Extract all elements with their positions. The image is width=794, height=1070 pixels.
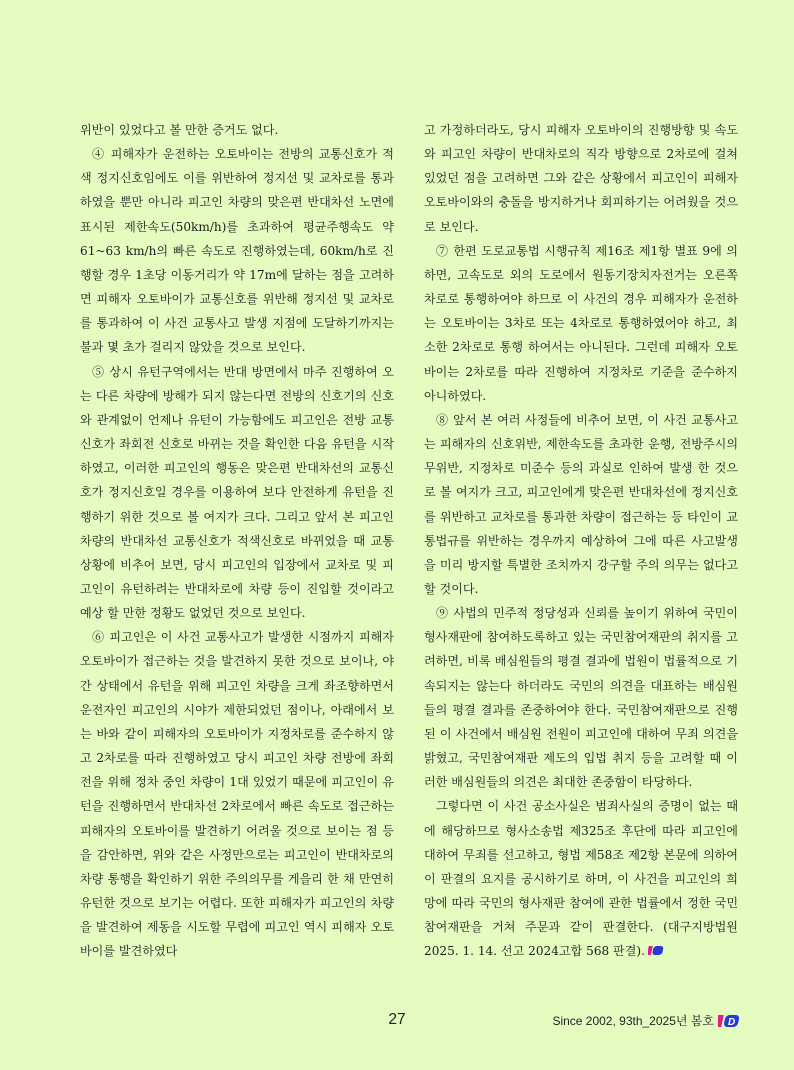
right-column: [424, 118, 738, 963]
right-paragraph: 고 가정하더라도, 당시 피해자 오토바이의 진행방향 및 속도와 피고인 차량이 반대차로의 직각 방향으로 2차로에 걸쳐있었던 점을 고려하면 그와 같은 상황에서 피고인이 피해자 오토바이와의 충돌을 방지하거나 회피하기는 어려웠을 것으로 보인다.: [424, 123, 738, 234]
left-paragraph: ④ 피해자가 운전하는 오토바이는 전방의 교통신호가 적색 정지신호임에도 이를 위반하여 정지선 및 교차로를 통과하였을 뿐만 아니라 피고인 차량의 맞은편 반대차선 노면에 표시된 제한속도(50km/h)를 초과하여 평균주행속도 약 61~63 km/h의 빠른 속도로 진행하였는데, 60km/h로 진행할 경우 1초당 이동거리가 약 17m에 달하는 점을 고려하면 피해자 오토바이가 교통신호를 위반해 정지선 및 교차로를 통과하여 이 사건 교통사고 발생 지점에 도달하기까지는 불과 몇 초가 걸리지 않았을 것으로 보인다.: [80, 147, 394, 355]
brand-logo-icon: [718, 1014, 740, 1028]
right-paragraph: ⑧ 앞서 본 여러 사정들에 비추어 보면, 이 사건 교통사고는 피해자의 신호위반, 제한속도를 초과한 운행, 전방주시의무위반, 지정차로 미준수 등의 과실로 인하여 발생 한 것으로 볼 여지가 크고, 피고인에게 맞은편 반대차선에 정지신호를 위반하고 교차로를 통과한 차량이 접근하는 등 타인이 교통법규를 위반하는 경우까지 예상하여 그에 따른 사고발생을 미리 방지할 특별한 조치까지 강구할 주의 의무는 없다고 할 것이다.: [424, 412, 738, 596]
page-number: 27: [388, 1011, 406, 1028]
left-paragraph: ⑥ 피고인은 이 사건 교통사고가 발생한 시점까지 피해자 오토바이가 접근하는 것을 발견하지 못한 것으로 보이나, 야간 상태에서 유턴을 위해 피고인 차량을 크게 좌조향하면서 운전자인 피고인의 시야가 제한되었던 점이나, 아래에서 보는 바와 같이 피해자의 오토바이가 지정차로를 준수하지 않고 2차로를 따라 진행하였고 당시 피고인 차량 전방에 좌회전을 위해 정차 중인 차량이 1대 있었기 때문에 피고인이 유턴을 진행하면서 반대차선 2차로에서 빠른 속도로 접근하는 피해자의 오토바이를 발견하기 어려울 것으로 보이는 점 등을 감안하면, 위와 같은 사정만으로는 피고인이 반대차로의 차량 통행을 확인하기 위한 주의의무를 게을리 한 채 만연히 유턴한 것으로 보기는 어렵다. 또한 피해자가 피고인의 차량을 발견하여 제동을 시도할 무렵에 피고인 역시 피해자 오토바이를 발견하였다: [80, 630, 394, 959]
svg-text:D: D: [728, 1016, 736, 1028]
end-mark-logo-icon: [648, 945, 664, 956]
right-paragraph: ⑦ 한편 도로교통법 시행규칙 제16조 제1항 별표 9에 의하면, 고속도로 외의 도로에서 원동기장치자전거는 오른쪽 차로로 통행하여야 하므로 이 사건의 경우 피해자가 운전하는 오토바이는 3차로 또는 4차로로 통행하였어야 하고, 최소한 2차로로 통행 하여서는 아니된다. 그런데 피해자 오토바이는 2차로를 따라 진행하여 지정차로 기준을 준수하지 아니하였다.: [424, 243, 738, 403]
right-paragraph: 그렇다면 이 사건 공소사실은 범죄사실의 증명이 없는 때에 해당하므로 형사소송법 제325조 후단에 따라 피고인에 대하여 무죄를 선고하고, 형법 제58조 제2항 본문에 의하여 이 판결의 요지를 공시하기로 하며, 이 사건을 피고인의 희망에 따라 국민의 형사재판 참여에 관한 법률에서 정한 국민참여재판을 거쳐 주문과 같이 판결한다. (대구지방법원 2025. 1. 14. 선고 2024고합 568 판결).: [424, 799, 738, 959]
left-column: [80, 118, 394, 963]
left-paragraph: ⑤ 상시 유턴구역에서는 반대 방면에서 마주 진행하여 오는 다른 차량에 방해가 되지 않는다면 전방의 신호기의 신호와 관계없이 언제나 유턴이 가능함에도 피고인은 전방 교통신호가 좌회전 신호로 바뀌는 것을 확인한 다음 유턴을 시작하였고, 이러한 피고인의 행동은 맞은편 반대차선의 교통신호가 정지신호일 경우를 이용하여 보다 안전하게 유턴을 진행하기 위한 것으로 볼 여지가 크다. 그리고 앞서 본 피고인 차량의 반대차선 교통신호가 적색신호로 바뀌었을 때 교통상황에 비추어 보면, 당시 피고인의 입장에서 교차로 및 피고인이 유턴하려는 반대차로에 차량 등이 진입할 것이라고 예상 할 만한 정황도 없었던 것으로 보인다.: [80, 364, 394, 621]
footer-issue: [552, 1012, 740, 1029]
issue-text: Since 2002, 93th_2025년 봄호: [552, 1014, 714, 1028]
left-paragraph: 위반이 있었다고 볼 만한 증거도 없다.: [80, 123, 279, 137]
right-paragraph: ⑨ 사법의 민주적 정당성과 신뢰를 높이기 위하여 국민이 형사재판에 참여하도록하고 있는 국민참여재판의 취지를 고려하면, 비록 배심원들의 평결 결과에 법원이 법률적으로 기속되지는 않는다 하더라도 국민의 의견을 대표하는 배심원들의 평결 결과를 존중하여야 한다. 국민참여재판으로 진행된 이 사건에서 배심원 전원이 피고인에 대하여 무죄 의견을 밝혔고, 국민참여재판 제도의 입법 취지 등을 고려할 때 이러한 배심원들의 의견은 최대한 존중함이 타당하다.: [424, 606, 738, 790]
